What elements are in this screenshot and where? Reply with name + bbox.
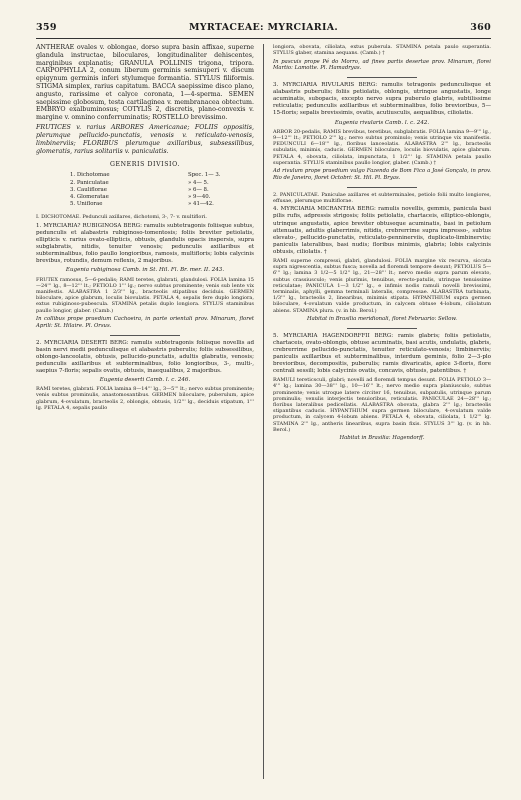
species-1-habitat: In collibus prope praedium Cachoeira, in parte orientali prov. Minarum, floret Aprili: St. Hilaire. Pl. Orsus. xyxy=(36,315,254,329)
generis-divisio-title: GENERIS DIVISIO. xyxy=(110,161,180,169)
division-row: 1. Dichotomae Spec. 1— 3. xyxy=(70,172,221,179)
species-4-diagnosis: 4. MYRCIARIA MICRANTHA BERG: ramulis novellis, gemmis, panicula basi pilis rufis, adpressis strigosis; foliis petiolatis, chartaceis, elliptico-oblongis, utrinque angustatis, apice breviter obtuseque acuminatis, basi in petiolum attenuatis, adultis glaberrimis, nitidis, crebrerrime supra impresso-, subtus elevato-, pellucido-punctatis, reticulato-penninerviis, duplicato-limbinerviis; paniculis lateralibus, basi nudis; floribus minimis, glabris; lobis calycinis obtusis, ciliolatis. † xyxy=(273,206,491,255)
species-5-habitat: Habitat in Brasilia: Hagendorff. xyxy=(339,435,425,442)
species-separator xyxy=(347,328,417,329)
division-row: 3. Cauliflorae » 6— 8. xyxy=(70,186,209,193)
species-5-description: RAMULI tereticsculi, glabri; novelli ad floremdi tempus desunt. FOLIA PETIOLO 3—4''' lg.; lamina 30—38''' lg., 10—16''' lt.; nervo medio supra planiusculo, subtus prominente; venis utroque latere circiter 16, tenuibus, subpatulis, utrinque parum prominulis; venulis interjectis tenuioribus, reticulatis. PANICULAE 24—28''' lg.; floribus lateralibus pedicellatis. ALABASTRA obovata, glabra 2''' lg.; bracteolis stipantibus caducis. HYPANTHIUM supra germen biloculare, 4-ovulatum valde productum, in calycem 4-lobum abiens. PETALA 4, obovata, ciliolata, 1 1/2''' lg. STAMINA 2''' lg., antheris linearibus, supra basin fixis. STYLUS 3''' lg. (v. in hb. Berol.) xyxy=(273,377,491,433)
page-number-left: 359 xyxy=(36,22,57,33)
species-3-habitat: Ad rivulum prope praedium vulgo Fazenda de Bom Fico a José Gonçalo, in prov. Rio de Janeiro, floret Octobri: St. Hil. Pl. Bryas. xyxy=(273,168,491,182)
species-2-description: RAMI teretes, glabrati. FOLIA lamina 8—14''' lg., 3—5''' lt.; nervo subtus prominente; venis subtus prominulis, anastomosantibus. GERMEN biloculare, puberulum, apice glabrum, 4-ovulatum, bracteolis 2, oblongis, obtusis, 1/2''' lg., deciduis stipatum, 1''' lg. PETALA 4, sepalis paullo xyxy=(36,386,254,411)
left-column xyxy=(36,44,254,413)
running-header xyxy=(36,22,491,36)
division-table xyxy=(70,172,254,208)
species-2-diagnosis: 2. MYRCIARIA DESERTI BERG: ramulis subtetragonis foliisque novellis ad basin nervi medii pedunculisque et alabastris puberulis; foliis subsessilibus, oblongo-lanceolatis, obtusis, pellucido-punctatis, adultis glabratis, venosis; pedunculis axillaribus et subterminalibus, folio longioribus, 3-, multi-, saepius 7-floris; sepalis ovatis, obtusis, inaequalibus, 2 majoribus. xyxy=(36,339,254,374)
species-1-diagnosis: 1. MYRCIARIA? RUBIGINOSA BERG: ramulis subtetragonis foliisque subtus, pedunculis et alabastris rubiginoso-tomentosis; foliis breviter petiolatis, ellipticis v. rarius ovato-ellipticis, obtusis, glandulis opacis inspersis, supra subglabratis, nitidis, tenuiter venosis; pedunculis axillaribus et subterminalibus, folio paullo longioribus, ramosis, multifloris; lobis calycinis brevibus, rotundis, demum reflexis, 2 majoribus. xyxy=(36,222,254,265)
division-row: 2. Paniculatae » 4— 5. xyxy=(70,179,209,186)
header-rule xyxy=(36,38,491,39)
genus-habit: FRUTICES v. rarius ARBORES Americanae; FOLIIS oppositis, plerumque pellucido-punctatis, venosis v. reticulato-venosis, limbinerviis; FLORIBUS plerumque axillaribus, subsessilibus, glomeratis, rarius solitariis v. paniculatis. xyxy=(36,124,254,155)
species-separator xyxy=(347,77,417,78)
section-heading-dichotomae: I. DICHOTOMAE. Pedunculi axillares, dichotomi, 3-, 7- v. multiflori. xyxy=(36,214,208,221)
species-2-synonym: Eugenia deserti Camb. l. c. 246. xyxy=(99,376,191,383)
section-heading-paniculatae: 2. PANICULATAE. Paniculae axillares et subterminales, petiolo folii multo longiores, effusae, plerumque multiflorae. xyxy=(273,191,491,205)
species-3-diagnosis: 3. MYRCIARIA RIVULARIS BERG: ramulis tetragonis pedunculisque et alabastris puberulis; foliis petiolatis, oblongis, utrinque angustatis, longe acuminatis, subopacis, excepto nervo supra puberulo glabris, subtilissime reticulatis; pedunculis axillaribus et subterminalibus, folio brevioribus, 5—15-floris; sepalis brevissimis, ovatis, acutiusculis, aequalibus, ciliolatis. xyxy=(273,82,491,117)
division-row: 5. Uniflorae » 41—42. xyxy=(70,201,214,208)
right-column xyxy=(273,44,491,444)
division-row: 4. Glomeratae » 9—40. xyxy=(70,194,211,200)
species-1-description: FRUTEX ramosus, 5—6-pedalis; RAMI teretes, glabrati, glandulosi. FOLIA lamina 15—24''' lg., 8—12''' lt.; PETIOLO 1''' lg.; nervo subtus prominente; venis sub lente vix manifestis. ALABASTRA 1 2/3''' lg., bracteolis stipatibus deciduis. GERMEN biloculare, apice glabrum, loculis biovulatis. PETALA 4, sepalis fere duplo longiora, extus rubiginoso-pubescula. STAMINA petalis duplo longiora. STYLUS staminibus paullo longior, glaber. (Camb.) xyxy=(36,276,254,314)
species-3-synonym: Eugenia rivularis Camb. l. c. 242. xyxy=(334,119,430,126)
species-2-description-cont: longiora, obovata, ciliolata, extus puberula. STAMINA petala paulo superantia. STYLUS glaber, stamina aequans. (Camb.) † xyxy=(273,44,491,57)
species-3-description: ARBOR 20-pedalis, RAMIS brevibus, teretibus, subglabratis. FOLIA lamina 9—9''' lg., 9—12''' lt.; PETIOLO 2''' lg.; nervo subtus prominulo; venis utrinque vix manifestis. PEDUNCULI 6—18''' lg., floribus lanceolatis. ALABASTRA 2''' lg., bracteolis subulatis, minimis, caducis. GERMEN biloculare, loculis biovulatis, apice glabrum. PETALA 4, obovata, ciliolata, impunctata, 1 1/2''' lg. STAMINA petala paullo superantia. STYLUS staminibus paullo longior, glaber. (Camb.) † xyxy=(273,128,491,166)
species-separator xyxy=(110,335,180,336)
genus-description: ANTHERAE ovales v. oblongae, dorso supra basin affixae, superne glandula instructae, biloculares, longitudinaliter dehiscentes, marginibus explanatis; GRANULA POLLINIS trigona, tripora. CARPOPHYLLA 2, conum liberum germinis semisuperi v. discum epigynum germinis inferi stylumque formantia. STYLUS filiformis. STIGMA simplex, rarius capitatum. BACCA saepissime disco plano, angusto, rarissime et calyce coronata, 1—4-sperma. SEMEN saepissime globosum, testa cartilaginea v. membranacea obtectum. EMBRYO exalbuminosus; COTYLIS 2, discretis, plano-convexis v. margine v. omnino conferruminatis; ROSTELLO brevissimo. xyxy=(36,44,254,122)
running-title: MYRTACEAE: MYRCIARIA. xyxy=(188,22,339,33)
species-4-habitat: Habitat in Brasilia meridionali, floret Februario: Sellow. xyxy=(307,315,457,322)
species-2-habitat: In pascuis prope Pé do Morro, ad fines partis desertae prov. Minarum, florei Martio: Lamotte. Pl. Hamadryas. xyxy=(273,58,491,72)
species-separator xyxy=(347,187,417,188)
page-number-right: 360 xyxy=(470,22,491,33)
species-4-description: RAMI superne compressi, glabri, glandulosi. FOLIA margine vix recurva, siccata supra nigrescentia, subtus fusca; novella ad floremdi tempore desunt; PETIOLUS 5—6''' lg.; lamina 3 1/2—5 1/2'' lg., 21—28''' lt.; nervo medio supra parum elevato, subtus crassiusculo; venis plurimis, tenuibus, erecto-patulis, utrinque tenuissime reticulatae; PANICULA 1—3 1/2'' lg., e infimis nodis ramuli novelli brevissimi, terminalis, aphylli, gemma terminali lateralis, compressae. ALABASTRA turbinata, 1/3''' lg., bracteolis 2, linearibus, minimis stipata. HYPANTHIUM supra germen biloculare, 4-ovulatum valde productum, in calycem obtuse 4-lobum, ciliolatum abiens. STAMINA plura. (v. in hb. Berol.) xyxy=(273,257,491,314)
species-5-diagnosis: 5. MYRCIARIA HAGENDORFFII BERG: ramis glabris; foliis petiolatis, chartaceis, ovato-oblongis, obtuse acuminatis, basi acutis, undulatis, glabris, crebrerrime pellucido-punctatis, tenuiter reticulato-venosis; limbinerviis; paniculis axillaribus et subterminalibus, interdum geminis, folio 2—3-plo brevioribus, decompositis, puberulis; ramis divaricatis, apice 3-floris, flore centrali sessili; lobis calycinis ovatis, concavis, obtusis, patentibus. † xyxy=(273,332,491,374)
column-divider xyxy=(263,44,264,779)
species-1-synonym: Eugenia rubiginosa Camb. in St. Hil. Fl. Br. mer. II. 243. xyxy=(65,267,225,274)
